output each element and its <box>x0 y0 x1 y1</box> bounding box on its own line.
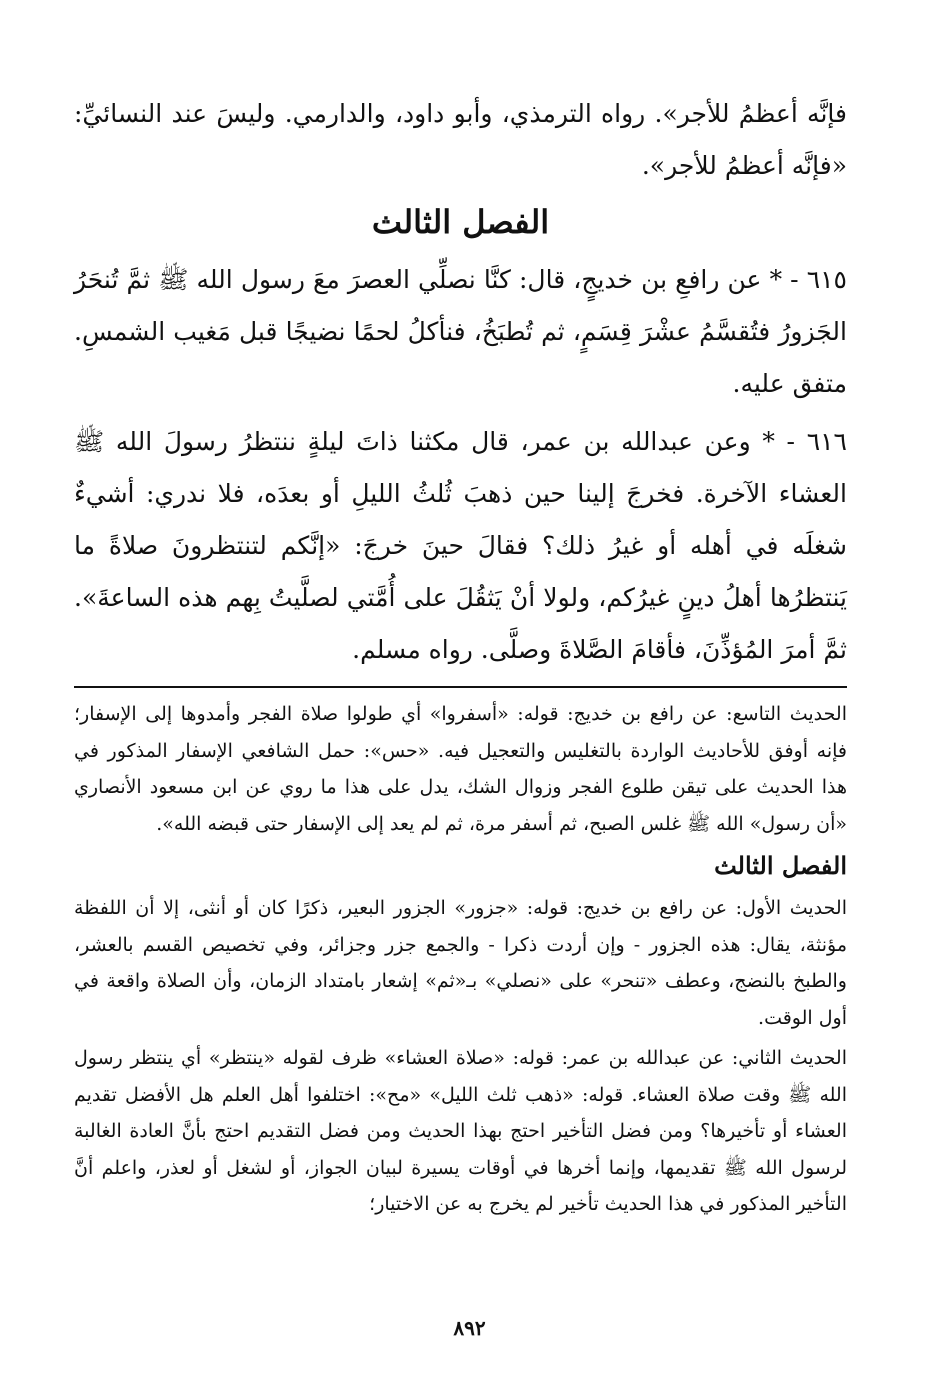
note-second-hadith: الحديث الثاني: عن عبدالله بن عمر: قوله: «صلاة العشاء» ظرف لقوله «ينتظر» أي ينتظر رسول الله ﷺ وقت صلاة العشاء. قوله: «ذهب ثلث الليل» «مح»: اختلفوا أهل العلم هل الأفضل تقديم العشاء أو تأخيرها؟ ومن فضل التأخير احتج بهذا الحديث ومن فضل التقديم احتج بأنَّ العادة الغالبة لرسول الله ﷺ تقديمها، وإنما أخرها في أوقات يسيرة لبيان الجواز، أو لشغل أو لعذر، واعلم أنَّ التأخير المذكور في هذا الحديث تأخير لم يخرج به عن الاختيار؛ <box>74 1047 847 1215</box>
main-text <box>74 88 847 676</box>
note-ninth-hadith: الحديث التاسع: عن رافع بن خديج: قوله: «أسفروا» أي طولوا صلاة الفجر وأمدوها إلى الإسفار؛ فإنه أوفق للأحاديث الواردة بالتغليس والتعجيل فيه. «حس»: حمل الشافعي الإسفار المذكور في هذا الحديث على تيقن طلوع الفجر وزوال الشك، يدل على هذا ما روي عن ابن مسعود الأنصاري «أن رسول» الله ﷺ غلس الصبح، ثم أسفر مرة، ثم لم يعد إلى الإسفار حتى قبضه الله». <box>74 703 847 835</box>
note-first-hadith: الحديث الأول: عن رافع بن خديج: قوله: «جزور» الجزور البعير، ذكرًا كان أو أنثى، إلا أن اللفظة مؤنثة، يقال: هذه الجزور - وإن أردت ذكرا - والجمع جزر وجزائر، وفي تخصيص القسم بالعشر، والطبخ بالنضج، وعطف «تنحر» على «نصلي» بـ«ثم» إشعار بامتداد الزمان، وأن الصلاة واقعة في أول الوقت. <box>74 897 847 1029</box>
hadith-616: ٦١٦ - * وعن عبدالله بن عمر، قال مكثنا ذاتَ ليلةٍ ننتظرُ رسولَ الله ﷺ العشاء الآخرة. فخرجَ إلينا حين ذهبَ ثُلثُ الليلِ أو بعدَه، فلا ندري: أشيءٌ شغلَه في أهله أو غيرُ ذلك؟ فقالَ حينَ خرجَ: «إنَّكم لتنتظرونَ صلاةً ما يَنتظرُها أهلُ دينٍ غيرُكم، ولولا أنْ يَثقُلَ على أُمَّتي لصلَّيتُ بِهم هذه الساعةَ». ثمَّ أمرَ المُؤذِّنَ، فأقامَ الصَّلاةَ وصلَّى. رواه مسلم. <box>74 427 847 664</box>
notes-section-title: الفصل الثالث <box>714 851 847 880</box>
section-title: الفصل الثالث <box>371 203 550 241</box>
footnote-divider <box>74 686 847 688</box>
page-number: ٨٩٢ <box>453 1316 486 1340</box>
commentary-notes <box>74 696 847 1223</box>
hadith-615: ٦١٥ - * عن رافعِ بن خديجٍ، قال: كنَّا نصلِّي العصرَ معَ رسول الله ﷺ ثمَّ تُنحَرُ الجَزورُ فتُقسَّمُ عشْرَ قِسَمٍ، ثم تُطبَخُ، فنأكلُ لحمًا نضيجًا قبل مَغيب الشمسِ. متفق عليه. <box>74 265 847 398</box>
intro-paragraph: فإنَّه أعظمُ للأجر». رواه الترمذي، وأبو داود، والدارمي. وليسَ عند النسائيِّ: «فإنَّه أعظمُ للأجر». <box>74 99 847 180</box>
